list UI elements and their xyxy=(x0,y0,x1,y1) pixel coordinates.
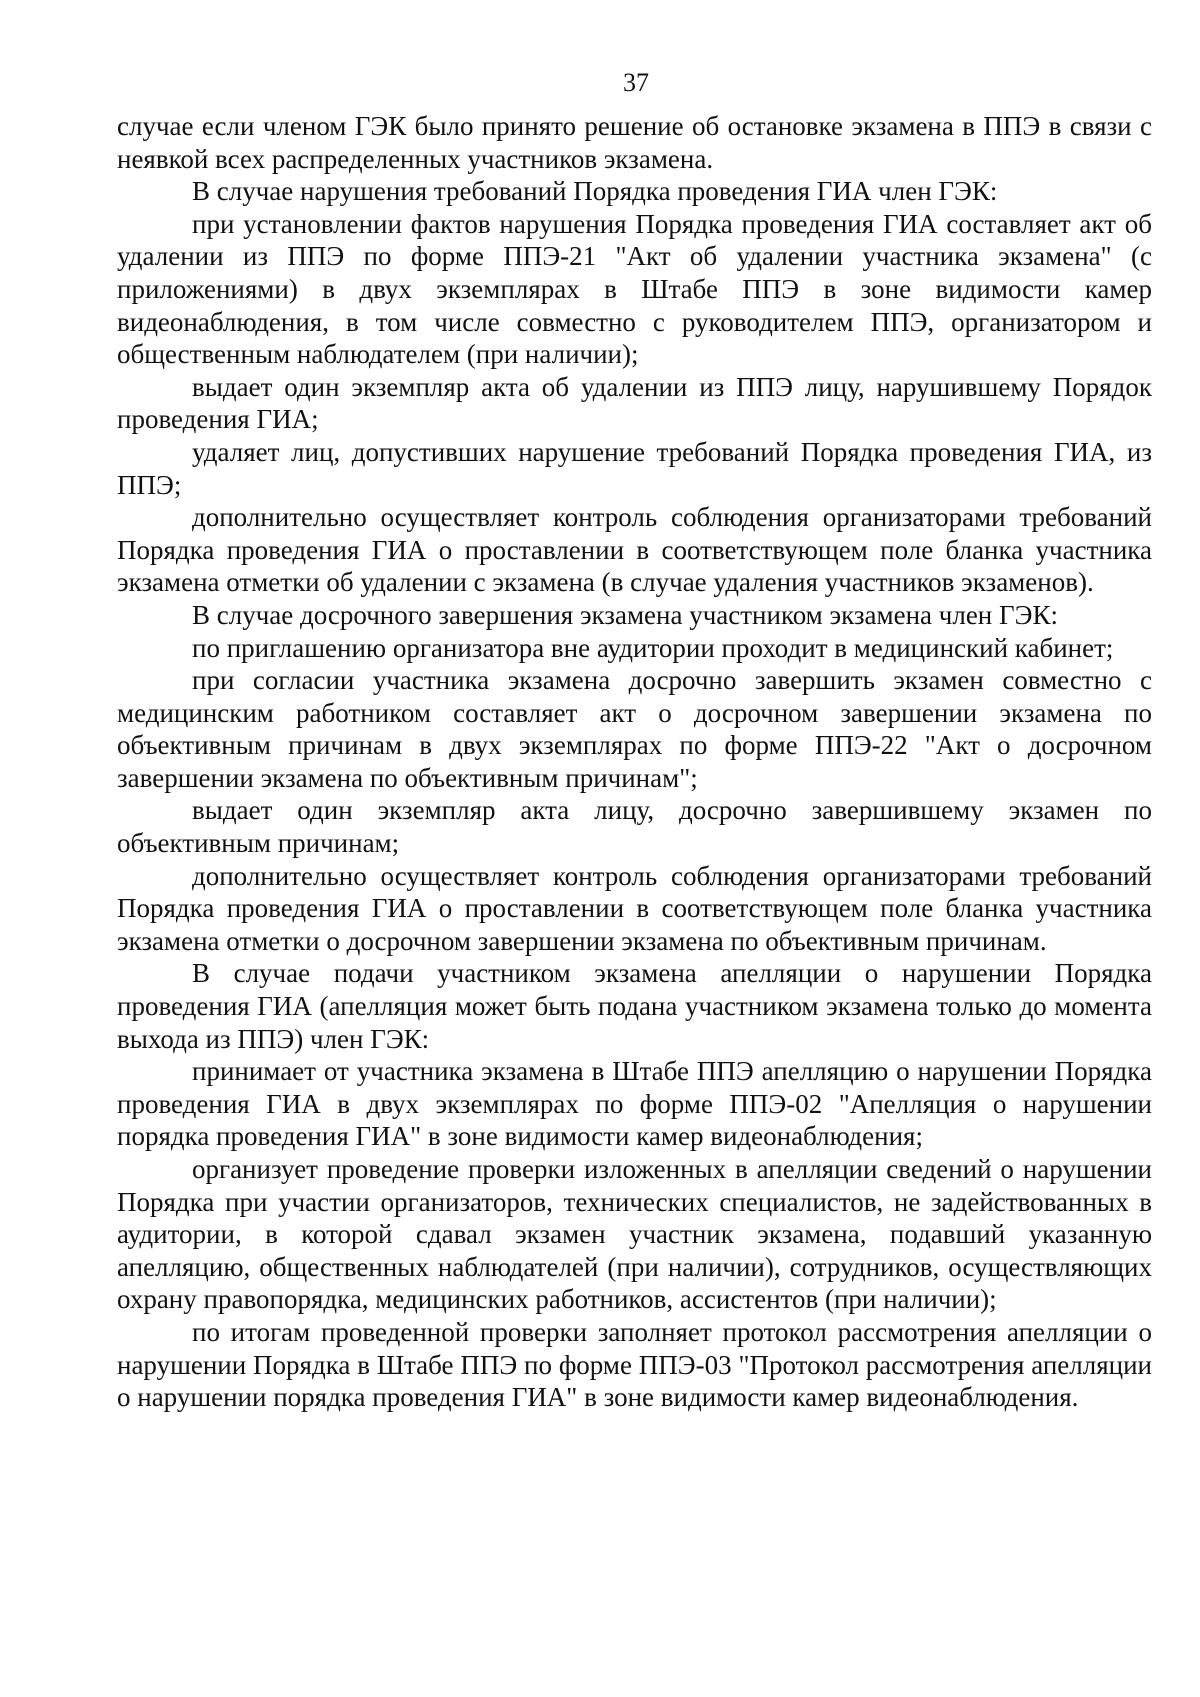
paragraph-control-removal-mark: дополнительно осуществляет контроль соблюдения организаторами требований Порядка проведения ГИА о проставлении в соответствующем поле бланка участника экзамена отметки об удалении с экзамена (в случае удаления участников экзаменов). xyxy=(117,502,1152,598)
paragraph-early-completion-act: при согласии участника экзамена досрочно завершить экзамен совместно с медицинским работником составляет акт о досрочном завершении экзамена по объективным причинам в двух экземплярах по форме ППЭ-22 "Акт о досрочном завершении экзамена по объективным причинам"; xyxy=(117,665,1152,793)
paragraph-removal-act: при установлении фактов нарушения Порядка проведения ГИА составляет акт об удалении из ППЭ по форме ППЭ-21 "Акт об удалении участника экзамена" (с приложениями) в двух экземплярах в Штабе ППЭ в зоне видимости камер видеонаблюдения, в том числе совместно с руководителем ППЭ, организатором и общественным наблюдателем (при наличии); xyxy=(117,208,1152,370)
paragraph-control-early-mark: дополнительно осуществляет контроль соблюдения организаторами требований Порядка проведения ГИА о проставлении в соответствующем поле бланка участника экзамена отметки о досрочном завершении экзамена по объективным причинам. xyxy=(117,860,1152,956)
paragraph-violation-heading: В случае нарушения требований Порядка проведения ГИА член ГЭК: xyxy=(192,176,998,207)
paragraph-early-completion-heading: В случае досрочного завершения экзамена участником экзамена член ГЭК: xyxy=(192,599,1058,630)
paragraph-remove-persons: удаляет лиц, допустивших нарушение требований Порядка проведения ГИА, из ППЭ; xyxy=(117,436,1152,500)
paragraph-accept-appeal: принимает от участника экзамена в Штабе ППЭ апелляцию о нарушении Порядка проведения ГИА в двух экземплярах по форме ППЭ-02 "Апелляция о нарушении порядка проведения ГИА" в зоне видимости камер видеонаблюдения; xyxy=(117,1056,1152,1152)
page-number: 37 xyxy=(623,68,649,97)
document-body xyxy=(117,110,1152,1414)
paragraph-medical-office: по приглашению организатора вне аудитории проходит в медицинский кабинет; xyxy=(192,632,1114,663)
paragraph-organize-check: организует проведение проверки изложенных в апелляции сведений о нарушении Порядка при участии организаторов, технических специалистов, не задействованных в аудитории, в которой сдавал экзамен участник экзамена, подавший указанную апелляцию, общественных наблюдателей (при наличии), сотрудников, осуществляющих охрану правопорядка, медицинских работников, ассистентов (при наличии); xyxy=(117,1154,1152,1315)
paragraph-issue-act-copy: выдает один экземпляр акта лицу, досрочно завершившему экзамен по объективным причинам; xyxy=(117,795,1152,859)
paragraph-issue-copy: выдает один экземпляр акта об удалении из ППЭ лицу, нарушившему Порядок проведения ГИА; xyxy=(117,371,1152,435)
paragraph-continuation: случае если членом ГЭК было принято решение об остановке экзамена в ППЭ в связи с неявкой всех распределенных участников экзамена. xyxy=(117,111,1152,174)
paragraph-appeal-heading: В случае подачи участником экзамена апелляции о нарушении Порядка проведения ГИА (апелляция может быть подана участником экзамена только до момента выхода из ППЭ) член ГЭК: xyxy=(117,958,1152,1054)
paragraph-fill-protocol: по итогам проведенной проверки заполняет протокол рассмотрения апелляции о нарушении Порядка в Штабе ППЭ по форме ППЭ-03 "Протокол рассмотрения апелляции о нарушении порядка проведения ГИА" в зоне видимости камер видеонаблюдения. xyxy=(117,1316,1152,1413)
